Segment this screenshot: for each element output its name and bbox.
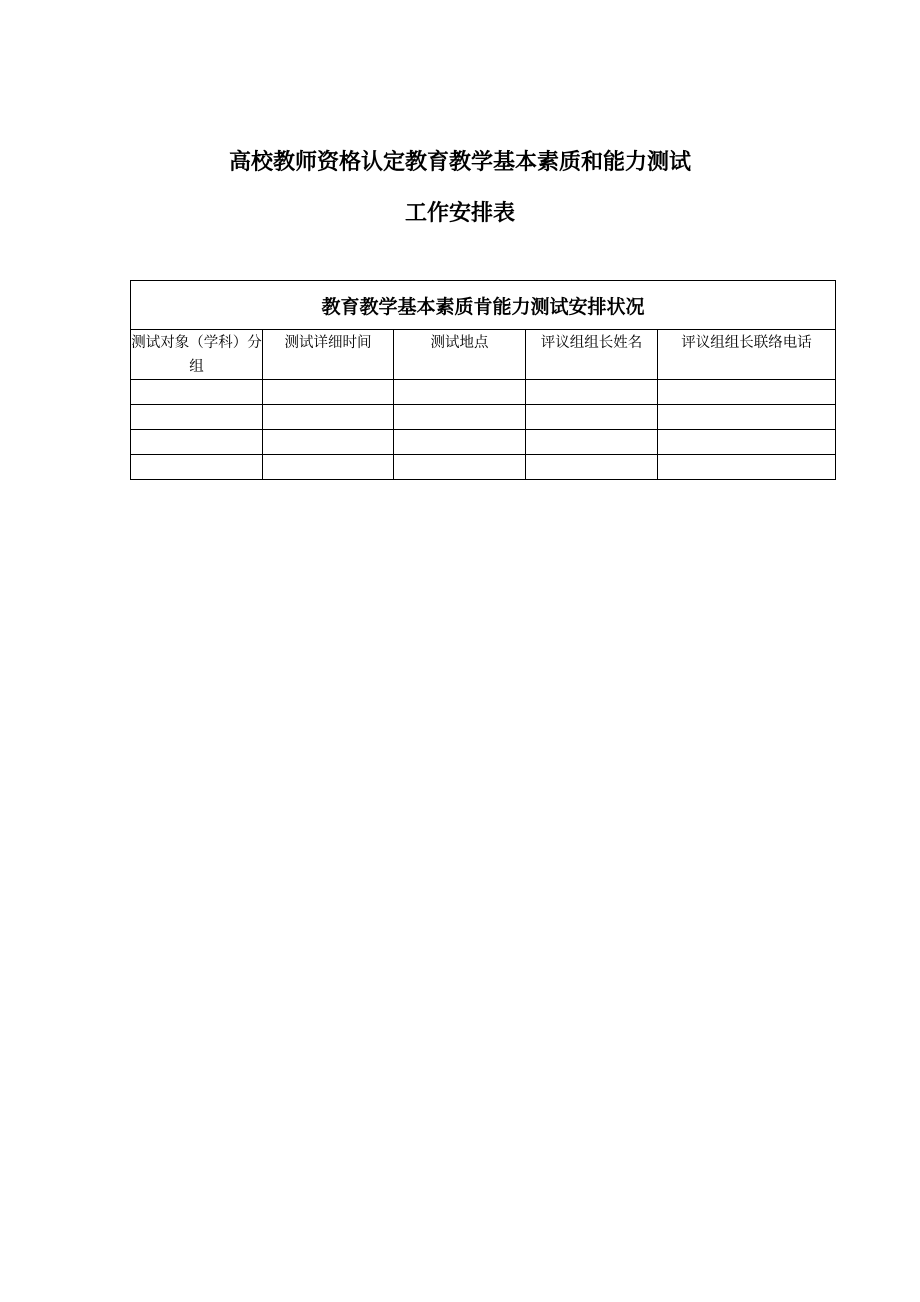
table-cell xyxy=(394,430,526,455)
table-cell xyxy=(131,455,263,480)
table-row xyxy=(131,380,836,405)
document-title: 高校教师资格认定教育教学基本素质和能力测试 xyxy=(228,150,691,175)
table-cell xyxy=(263,430,394,455)
header-label: 测试对象（学科）分组 xyxy=(131,335,262,375)
table-cell xyxy=(263,380,394,405)
arrangement-table xyxy=(130,280,836,480)
table-cell xyxy=(394,455,526,480)
header-cell-test-time xyxy=(263,330,394,380)
table-cell xyxy=(394,405,526,430)
table-cell xyxy=(131,405,263,430)
table-cell xyxy=(131,380,263,405)
table-cell xyxy=(526,455,658,480)
table-caption: 教育教学基本素质肯能力测试安排状况 xyxy=(131,281,836,330)
header-label: 评议组组长联络电话 xyxy=(681,335,812,351)
header-cell-leader-name xyxy=(526,330,658,380)
header-cell-test-subject-group xyxy=(131,330,263,380)
header-label: 评议组组长姓名 xyxy=(540,335,643,351)
table-header-row xyxy=(131,330,836,380)
table-cell xyxy=(263,455,394,480)
table-row xyxy=(131,430,836,455)
header-label: 测试地点 xyxy=(430,335,489,351)
header-label: 测试详细时间 xyxy=(284,335,372,351)
table-cell xyxy=(526,405,658,430)
table-cell xyxy=(658,430,836,455)
table-row xyxy=(131,405,836,430)
table-row xyxy=(131,455,836,480)
table-cell xyxy=(526,430,658,455)
table-cell xyxy=(263,405,394,430)
table-cell xyxy=(394,380,526,405)
table-cell xyxy=(131,430,263,455)
table-cell xyxy=(658,380,836,405)
table-cell xyxy=(658,455,836,480)
header-cell-test-location xyxy=(394,330,526,380)
table-cell xyxy=(658,405,836,430)
header-cell-leader-phone xyxy=(658,330,836,380)
table-cell xyxy=(526,380,658,405)
document-subtitle: 工作安排表 xyxy=(404,201,515,226)
